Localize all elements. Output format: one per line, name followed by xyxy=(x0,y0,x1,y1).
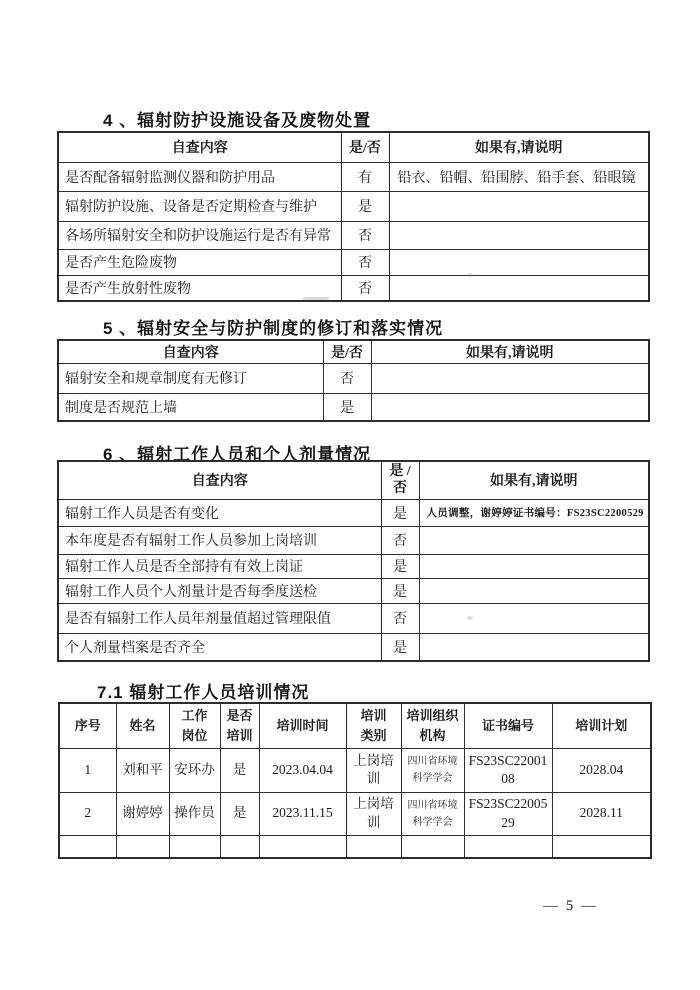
explain-cell: 人员调整，谢婷婷证书编号：FS23SC2200529 xyxy=(419,499,649,526)
index-cell: 1 xyxy=(59,748,116,792)
type-cell xyxy=(346,835,401,858)
explain-cell xyxy=(371,363,649,393)
header-yesno-cell: 是/否 xyxy=(341,132,389,162)
yesno-cell: 否 xyxy=(341,221,389,249)
section5-selfcheck-table xyxy=(57,339,650,422)
table-row xyxy=(59,792,651,835)
explain-cell xyxy=(419,578,649,603)
content-cell: 制度是否规范上墙 xyxy=(58,393,323,421)
header-name: 姓名 xyxy=(116,703,169,748)
section6-title: 6 、辐射工作人员和个人剂量情况 xyxy=(103,445,372,464)
explain-cell xyxy=(419,554,649,578)
table-header-row xyxy=(58,340,649,363)
content-cell: 个人剂量档案是否齐全 xyxy=(58,633,381,661)
plan-cell: 2028.11 xyxy=(552,792,651,835)
header-explain-cell: 如果有,请说明 xyxy=(389,132,649,162)
yesno-cell: 否 xyxy=(381,603,419,633)
content-cell: 是否有辐射工作人员年剂量值超过管理限值 xyxy=(58,603,381,633)
table-row xyxy=(58,633,649,661)
yesno-cell: 是 xyxy=(381,633,419,661)
scan-artifact xyxy=(467,273,473,277)
date-cell xyxy=(259,835,346,858)
section7-title: 7.1 辐射工作人员培训情况 xyxy=(97,683,310,702)
header-content-cell: 自查内容 xyxy=(58,132,341,162)
table-header-row xyxy=(58,461,649,499)
content-cell: 辐射工作人员是否全部持有有效上岗证 xyxy=(58,554,381,578)
content-cell: 是否产生危险废物 xyxy=(58,249,341,275)
header-trained: 是否培训 xyxy=(220,703,259,748)
header-cert-number: 证书编号 xyxy=(464,703,552,748)
index-cell: 2 xyxy=(59,792,116,835)
plan-cell: 2028.04 xyxy=(552,748,651,792)
yesno-cell: 是 xyxy=(341,191,389,221)
explain-cell xyxy=(389,275,649,301)
table-row xyxy=(58,526,649,554)
explain-cell xyxy=(419,633,649,661)
table-row xyxy=(58,554,649,578)
header-explain-cell: 如果有,请说明 xyxy=(419,461,649,499)
header-index: 序号 xyxy=(59,703,116,748)
content-cell: 是否配备辐射监测仪器和防护用品 xyxy=(58,162,341,191)
training-record-table xyxy=(58,702,652,859)
table-row xyxy=(58,191,649,221)
yesno-cell: 否 xyxy=(341,249,389,275)
header-job-position: 工作岗位 xyxy=(169,703,220,748)
section5-title: 5 、辐射安全与防护制度的修订和落实情况 xyxy=(103,319,444,338)
cert-cell xyxy=(464,835,552,858)
page-number: — 5 — xyxy=(543,898,598,914)
header-training-plan: 培训计划 xyxy=(552,703,651,748)
org-cell xyxy=(401,835,464,858)
table-header-row xyxy=(58,132,649,162)
scan-artifact xyxy=(303,297,329,300)
trained-cell xyxy=(220,835,259,858)
explain-cell xyxy=(389,191,649,221)
header-content-cell: 自查内容 xyxy=(58,340,323,363)
job-cell: 操作员 xyxy=(169,792,220,835)
table-row xyxy=(59,835,651,858)
header-training-org: 培训组织机构 xyxy=(401,703,464,748)
job-cell: 安环办 xyxy=(169,748,220,792)
header-content-cell: 自查内容 xyxy=(58,461,381,499)
header-explain-cell: 如果有,请说明 xyxy=(371,340,649,363)
content-cell: 辐射工作人员个人剂量计是否每季度送检 xyxy=(58,578,381,603)
explain-cell xyxy=(389,221,649,249)
yesno-cell: 是 xyxy=(381,554,419,578)
name-cell: 刘和平 xyxy=(116,748,169,792)
cert-cell: FS23SC2200529 xyxy=(464,792,552,835)
job-cell xyxy=(169,835,220,858)
yesno-cell: 是 xyxy=(381,499,419,526)
section4-title: 4 、辐射防护设施设备及废物处置 xyxy=(103,111,372,130)
name-cell xyxy=(116,835,169,858)
date-cell: 2023.04.04 xyxy=(259,748,346,792)
content-cell: 辐射防护设施、设备是否定期检查与维护 xyxy=(58,191,341,221)
date-cell: 2023.11.15 xyxy=(259,792,346,835)
explain-cell xyxy=(371,393,649,421)
type-cell: 上岗培训 xyxy=(346,792,401,835)
header-training-type: 培训类别 xyxy=(346,703,401,748)
trained-cell: 是 xyxy=(220,792,259,835)
table-row xyxy=(58,393,649,421)
type-cell: 上岗培训 xyxy=(346,748,401,792)
explain-cell xyxy=(419,603,649,633)
content-cell: 辐射安全和规章制度有无修订 xyxy=(58,363,323,393)
table-row xyxy=(58,363,649,393)
section6-selfcheck-table xyxy=(57,460,650,662)
explain-cell xyxy=(419,526,649,554)
table-row xyxy=(58,275,649,301)
yesno-header-line2: 否 xyxy=(393,481,407,497)
content-cell: 各场所辐射安全和防护设施运行是否有异常 xyxy=(58,221,341,249)
yesno-cell: 有 xyxy=(341,162,389,191)
header-training-date: 培训时间 xyxy=(259,703,346,748)
plan-cell xyxy=(552,835,651,858)
yesno-cell: 否 xyxy=(381,526,419,554)
cert-cell: FS23SC2200108 xyxy=(464,748,552,792)
yesno-header-line1: 是 / xyxy=(389,463,411,479)
table-row xyxy=(58,162,649,191)
table-row xyxy=(58,221,649,249)
explain-cell: 铅衣、铅帽、铅围脖、铅手套、铅眼镜 xyxy=(389,162,649,191)
table-row xyxy=(58,603,649,633)
content-cell: 本年度是否有辐射工作人员参加上岗培训 xyxy=(58,526,381,554)
org-cell: 四川省环境科学学会 xyxy=(401,792,464,835)
yesno-cell: 否 xyxy=(341,275,389,301)
trained-cell: 是 xyxy=(220,748,259,792)
section4-selfcheck-table xyxy=(57,131,650,302)
name-cell: 谢婷婷 xyxy=(116,792,169,835)
content-cell: 是否产生放射性废物 xyxy=(58,275,341,301)
content-cell: 辐射工作人员是否有变化 xyxy=(58,499,381,526)
header-yesno-cell xyxy=(381,461,419,499)
table-row xyxy=(58,578,649,603)
table-row xyxy=(58,499,649,526)
org-cell: 四川省环境科学学会 xyxy=(401,748,464,792)
table-row xyxy=(58,249,649,275)
table-row xyxy=(59,748,651,792)
header-yesno-cell: 是/否 xyxy=(323,340,371,363)
yesno-cell: 是 xyxy=(323,393,371,421)
table-header-row xyxy=(59,703,651,748)
yesno-cell: 否 xyxy=(323,363,371,393)
explain-cell xyxy=(389,249,649,275)
index-cell xyxy=(59,835,116,858)
yesno-cell: 是 xyxy=(381,578,419,603)
